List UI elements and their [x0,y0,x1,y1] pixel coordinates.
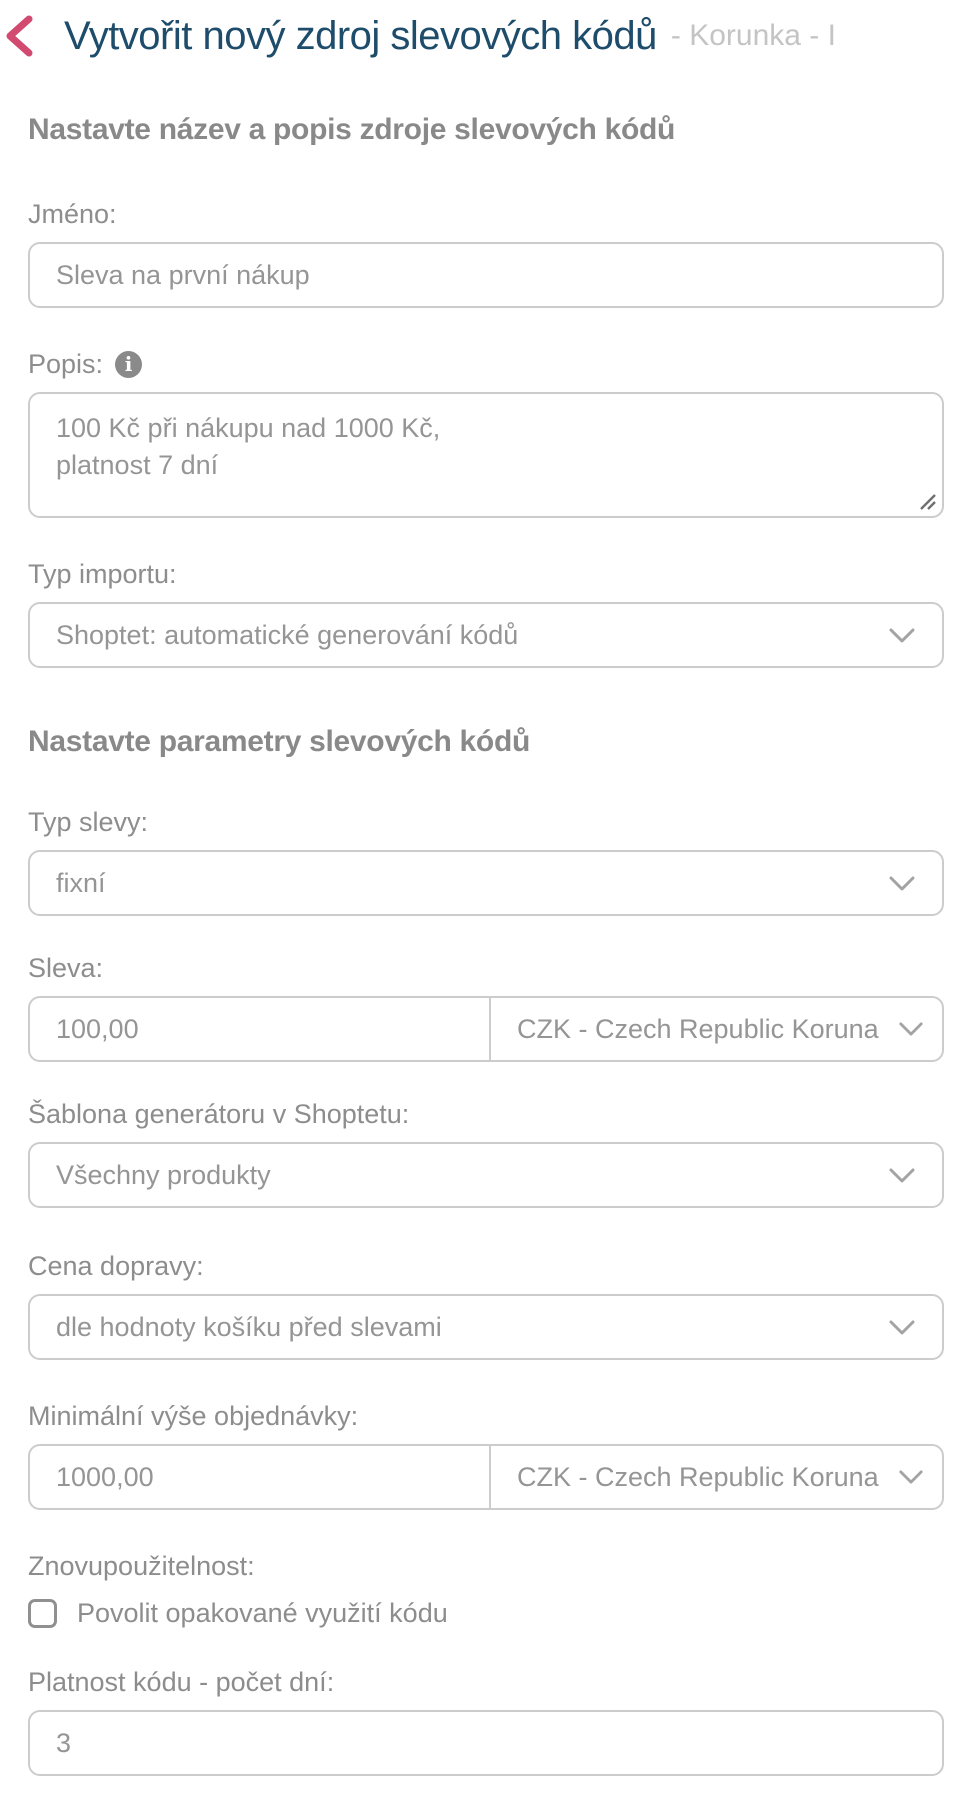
chevron-left-icon [3,14,35,58]
min-order-amount-row [28,1444,944,1510]
discount-type-select[interactable] [28,850,944,916]
min-order-currency-select[interactable] [489,1444,944,1510]
code-validity-label: Platnost kódu - počet dní: [28,1667,335,1697]
shipping-price-label: Cena dopravy: [28,1251,204,1281]
chevron-down-icon [898,1469,924,1485]
back-button[interactable] [2,14,36,58]
discount-amount-row [28,996,944,1062]
discount-type-value: fixní [56,867,106,898]
chevron-down-icon [898,1021,924,1037]
discount-amount-input[interactable] [28,996,489,1062]
discount-currency-select[interactable] [489,996,944,1062]
discount-label: Sleva: [28,953,104,983]
generator-template-select[interactable] [28,1142,944,1208]
section-heading-params: Nastavte parametry slevových kódů [28,725,531,758]
info-icon[interactable]: i [115,351,142,378]
name-label: Jméno: [28,199,117,229]
chevron-down-icon [888,627,916,644]
min-order-label: Minimální výše objednávky: [28,1401,359,1431]
page-title: Vytvořit nový zdroj slevových kódů [64,13,657,58]
description-label: Popis: [28,349,104,379]
page-header [0,0,970,60]
chevron-down-icon [888,1319,916,1336]
form-container [0,112,970,1798]
description-textarea[interactable] [28,392,944,518]
reusability-checkbox-label: Povolit opakované využití kódu [77,1597,448,1628]
chevron-down-icon [888,875,916,892]
discount-type-label: Typ slevy: [28,807,149,837]
description-field [28,392,944,518]
shipping-price-value: dle hodnoty košíku před slevami [56,1311,442,1342]
reusability-checkbox[interactable] [28,1599,57,1628]
min-order-amount-input[interactable] [28,1444,489,1510]
shipping-price-select[interactable] [28,1294,944,1360]
code-validity-input[interactable] [28,1710,944,1776]
chevron-down-icon [888,1167,916,1184]
name-input[interactable] [28,242,944,308]
generator-template-value: Všechny produkty [56,1159,271,1190]
page-subtitle: - Korunka - I [670,19,836,52]
section-heading-basic: Nastavte název a popis zdroje slevových kódů [28,113,676,146]
reusability-checkbox-row[interactable] [28,1596,944,1630]
import-type-label: Typ importu: [28,559,177,589]
min-order-currency-value: CZK - Czech Republic Koruna [517,1461,879,1492]
discount-currency-value: CZK - Czech Republic Koruna [517,1013,879,1044]
generator-template-label: Šablona generátoru v Shoptetu: [28,1099,410,1129]
reusability-label: Znovupoužitelnost: [28,1551,255,1581]
import-type-select[interactable] [28,602,944,668]
import-type-value: Shoptet: automatické generování kódů [56,619,519,650]
